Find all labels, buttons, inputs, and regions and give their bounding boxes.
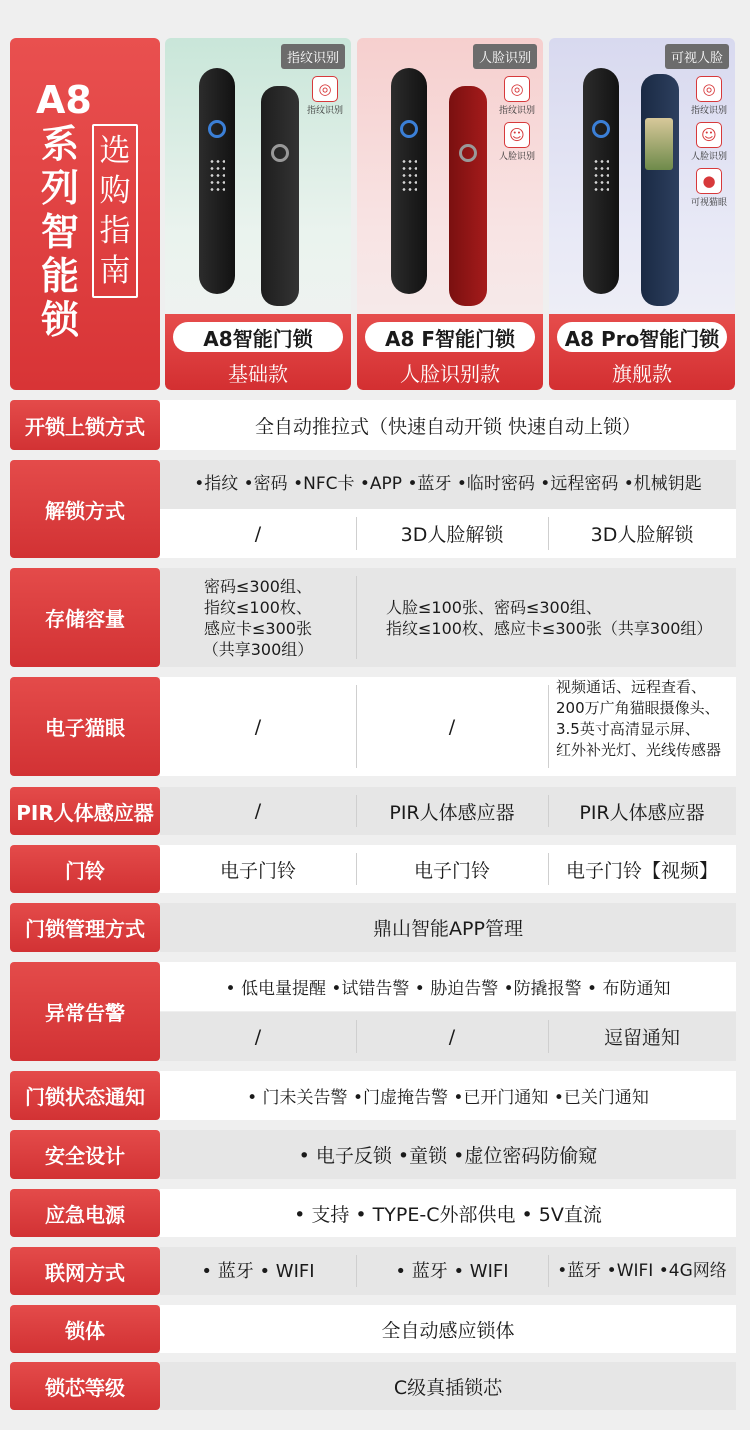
title-char: A8 [36, 78, 92, 122]
title-char: 能 [40, 254, 79, 298]
cell-pro: PIR人体感应器 [579, 801, 705, 824]
row-label: 解锁方式 [10, 460, 160, 558]
product-card-a8f [357, 38, 543, 390]
fingerprint-sensor [400, 120, 418, 138]
product-type: 旗舰款 [612, 362, 672, 386]
row-label: 异常告警 [10, 962, 160, 1061]
storage-line: （共享300组） [202, 639, 314, 659]
product-tag: 可视人脸 [665, 44, 729, 69]
storage-line: 指纹≤100枚、 [204, 597, 312, 617]
cell-pro: 逗留通知 [603, 1027, 680, 1049]
face-icon: ☺ [504, 122, 530, 148]
cell-face: PIR人体感应器 [389, 801, 515, 824]
cell-basic: / [254, 715, 262, 738]
title-char: 列 [40, 166, 79, 210]
cell-face: / [448, 715, 456, 738]
spec-row-security [10, 1130, 736, 1179]
cell-face-pro [356, 568, 736, 667]
lock-front-image [391, 68, 427, 294]
keypad [593, 158, 609, 194]
lock-knob [459, 144, 477, 162]
row-label: 锁芯等级 [10, 1362, 160, 1410]
product-name: A8 Pro智能门锁 [557, 322, 727, 352]
feature-label: 人脸识别 [690, 152, 727, 162]
peephole-line: 3.5英寸高清显示屏、 [556, 720, 700, 738]
row-label: 锁体 [10, 1305, 160, 1353]
row-label: PIR人体感应器 [10, 787, 160, 835]
feature-label: 人脸识别 [498, 152, 535, 162]
feature-fingerprint [691, 76, 727, 116]
row-label: 存储容量 [10, 568, 160, 667]
product-label [549, 314, 735, 390]
fingerprint-sensor [208, 120, 226, 138]
feature-fingerprint [307, 76, 343, 116]
row-value: • 电子反锁 •童锁 •虚位密码防偷窥 [298, 1145, 598, 1167]
subtitle-char: 选 [99, 133, 131, 169]
row-label: 门铃 [10, 845, 160, 893]
spec-row-unlock-lock [10, 400, 736, 450]
row-label: 电子猫眼 [10, 677, 160, 776]
cell-pro: •蓝牙 •WIFI •4G网络 [557, 1260, 727, 1281]
lock-back-image [449, 86, 487, 306]
fingerprint-sensor [592, 120, 610, 138]
cell-pro [548, 677, 736, 776]
peephole-line: 200万广角猫眼摄像头、 [556, 699, 720, 717]
row-value: • 低电量提醒 •试错告警 • 胁迫告警 •防撬报警 • 布防通知 [225, 979, 671, 999]
spec-row-emergency [10, 1189, 736, 1237]
title-char: 智 [40, 210, 79, 254]
face-icon: ☺ [696, 122, 722, 148]
storage-line: 指纹≤100枚、感应卡≤300张（共享300组） [386, 618, 713, 638]
subtitle-char: 购 [99, 173, 131, 209]
row-label: 门锁管理方式 [10, 903, 160, 952]
peephole-line: 视频通话、远程查看、 [556, 678, 707, 696]
cell-basic: • 蓝牙 • WIFI [201, 1260, 315, 1282]
lock-back-image [261, 86, 299, 306]
row-label: 联网方式 [10, 1247, 160, 1295]
spec-row-alarm [10, 962, 736, 1061]
lock-back-image [641, 74, 679, 306]
subtitle-char: 南 [99, 253, 131, 289]
row-value: C级真插锁芯 [393, 1376, 503, 1399]
hero-section [10, 38, 740, 390]
spec-row-pir [10, 787, 736, 835]
product-label [165, 314, 351, 390]
row-value: • 支持 • TYPE-C外部供电 • 5V直流 [294, 1203, 602, 1226]
lock-front-image [583, 68, 619, 294]
product-name: A8智能门锁 [173, 322, 343, 352]
product-tag: 人脸识别 [473, 44, 537, 69]
spec-row-status [10, 1071, 736, 1120]
lock-knob [271, 144, 289, 162]
row-value: 全自动感应锁体 [381, 1319, 515, 1342]
row-value: • 门未关告警 •门虚掩告警 •已开门通知 •已关门通知 [247, 1088, 649, 1108]
storage-line: 感应卡≤300张 [204, 618, 312, 638]
cell-basic: 电子门铃 [219, 859, 296, 882]
row-value: 全自动推拉式（快速自动开锁 快速自动上锁） [254, 415, 642, 438]
feature-label: 指纹识别 [690, 106, 727, 116]
feature-face [499, 122, 535, 162]
spec-row-core [10, 1362, 736, 1410]
cell-pro: 电子门铃【视频】 [565, 859, 718, 882]
fingerprint-icon: ◎ [312, 76, 338, 102]
feature-label: 可视猫眼 [690, 198, 727, 208]
product-type: 人脸识别款 [400, 362, 500, 386]
spec-row-lockbody [10, 1305, 736, 1353]
spec-row-unlock-method [10, 460, 736, 558]
title-char: 锁 [40, 298, 79, 342]
subtitle-char: 指 [99, 213, 131, 249]
spec-row-network [10, 1247, 736, 1295]
product-type: 基础款 [228, 362, 288, 386]
spec-row-peephole [10, 677, 736, 776]
title-char: 系 [40, 122, 79, 166]
camera-icon: ● [696, 168, 722, 194]
cell-face: • 蓝牙 • WIFI [395, 1260, 509, 1282]
cell-basic [160, 568, 356, 667]
feature-icons [497, 76, 537, 162]
row-label: 应急电源 [10, 1189, 160, 1237]
cell-face: / [448, 1025, 456, 1048]
row-label: 门锁状态通知 [10, 1071, 160, 1120]
series-title [36, 78, 92, 342]
product-label [357, 314, 543, 390]
display-screen [645, 118, 673, 170]
spec-row-doorbell [10, 845, 736, 893]
keypad [401, 158, 417, 194]
cell-face: 3D人脸解锁 [400, 524, 504, 546]
storage-line: 人脸≤100张、密码≤300组、 [386, 597, 602, 617]
cell-pro: 3D人脸解锁 [590, 524, 694, 546]
row-label: 安全设计 [10, 1130, 160, 1179]
feature-camera [691, 168, 727, 208]
feature-icons [689, 76, 729, 208]
cell-basic: / [254, 800, 262, 822]
feature-face [691, 122, 727, 162]
product-card-a8pro [549, 38, 735, 390]
spec-row-storage [10, 568, 736, 667]
row-label: 开锁上锁方式 [10, 400, 160, 450]
series-title-panel [10, 38, 160, 390]
product-card-a8 [165, 38, 351, 390]
cell-face: 电子门铃 [413, 859, 490, 882]
storage-line: 密码≤300组、 [204, 576, 312, 596]
keypad [209, 158, 225, 194]
feature-label: 指纹识别 [498, 106, 535, 116]
spec-row-management [10, 903, 736, 952]
feature-label: 指纹识别 [306, 106, 343, 116]
product-name: A8 F智能门锁 [365, 322, 535, 352]
peephole-line: 红外补光灯、光线传感器 [556, 741, 722, 759]
fingerprint-icon: ◎ [504, 76, 530, 102]
product-tag: 指纹识别 [281, 44, 345, 69]
fingerprint-icon: ◎ [696, 76, 722, 102]
cell-basic: / [254, 1025, 262, 1048]
lock-front-image [199, 68, 235, 294]
buying-guide-subtitle [92, 124, 138, 298]
cell-basic: / [254, 522, 262, 545]
row-value: 鼎山智能APP管理 [373, 918, 523, 940]
feature-icons [305, 76, 345, 116]
row-value: •指纹 •密码 •NFC卡 •APP •蓝牙 •临时密码 •远程密码 •机械钥匙 [194, 474, 702, 494]
feature-fingerprint [499, 76, 535, 116]
